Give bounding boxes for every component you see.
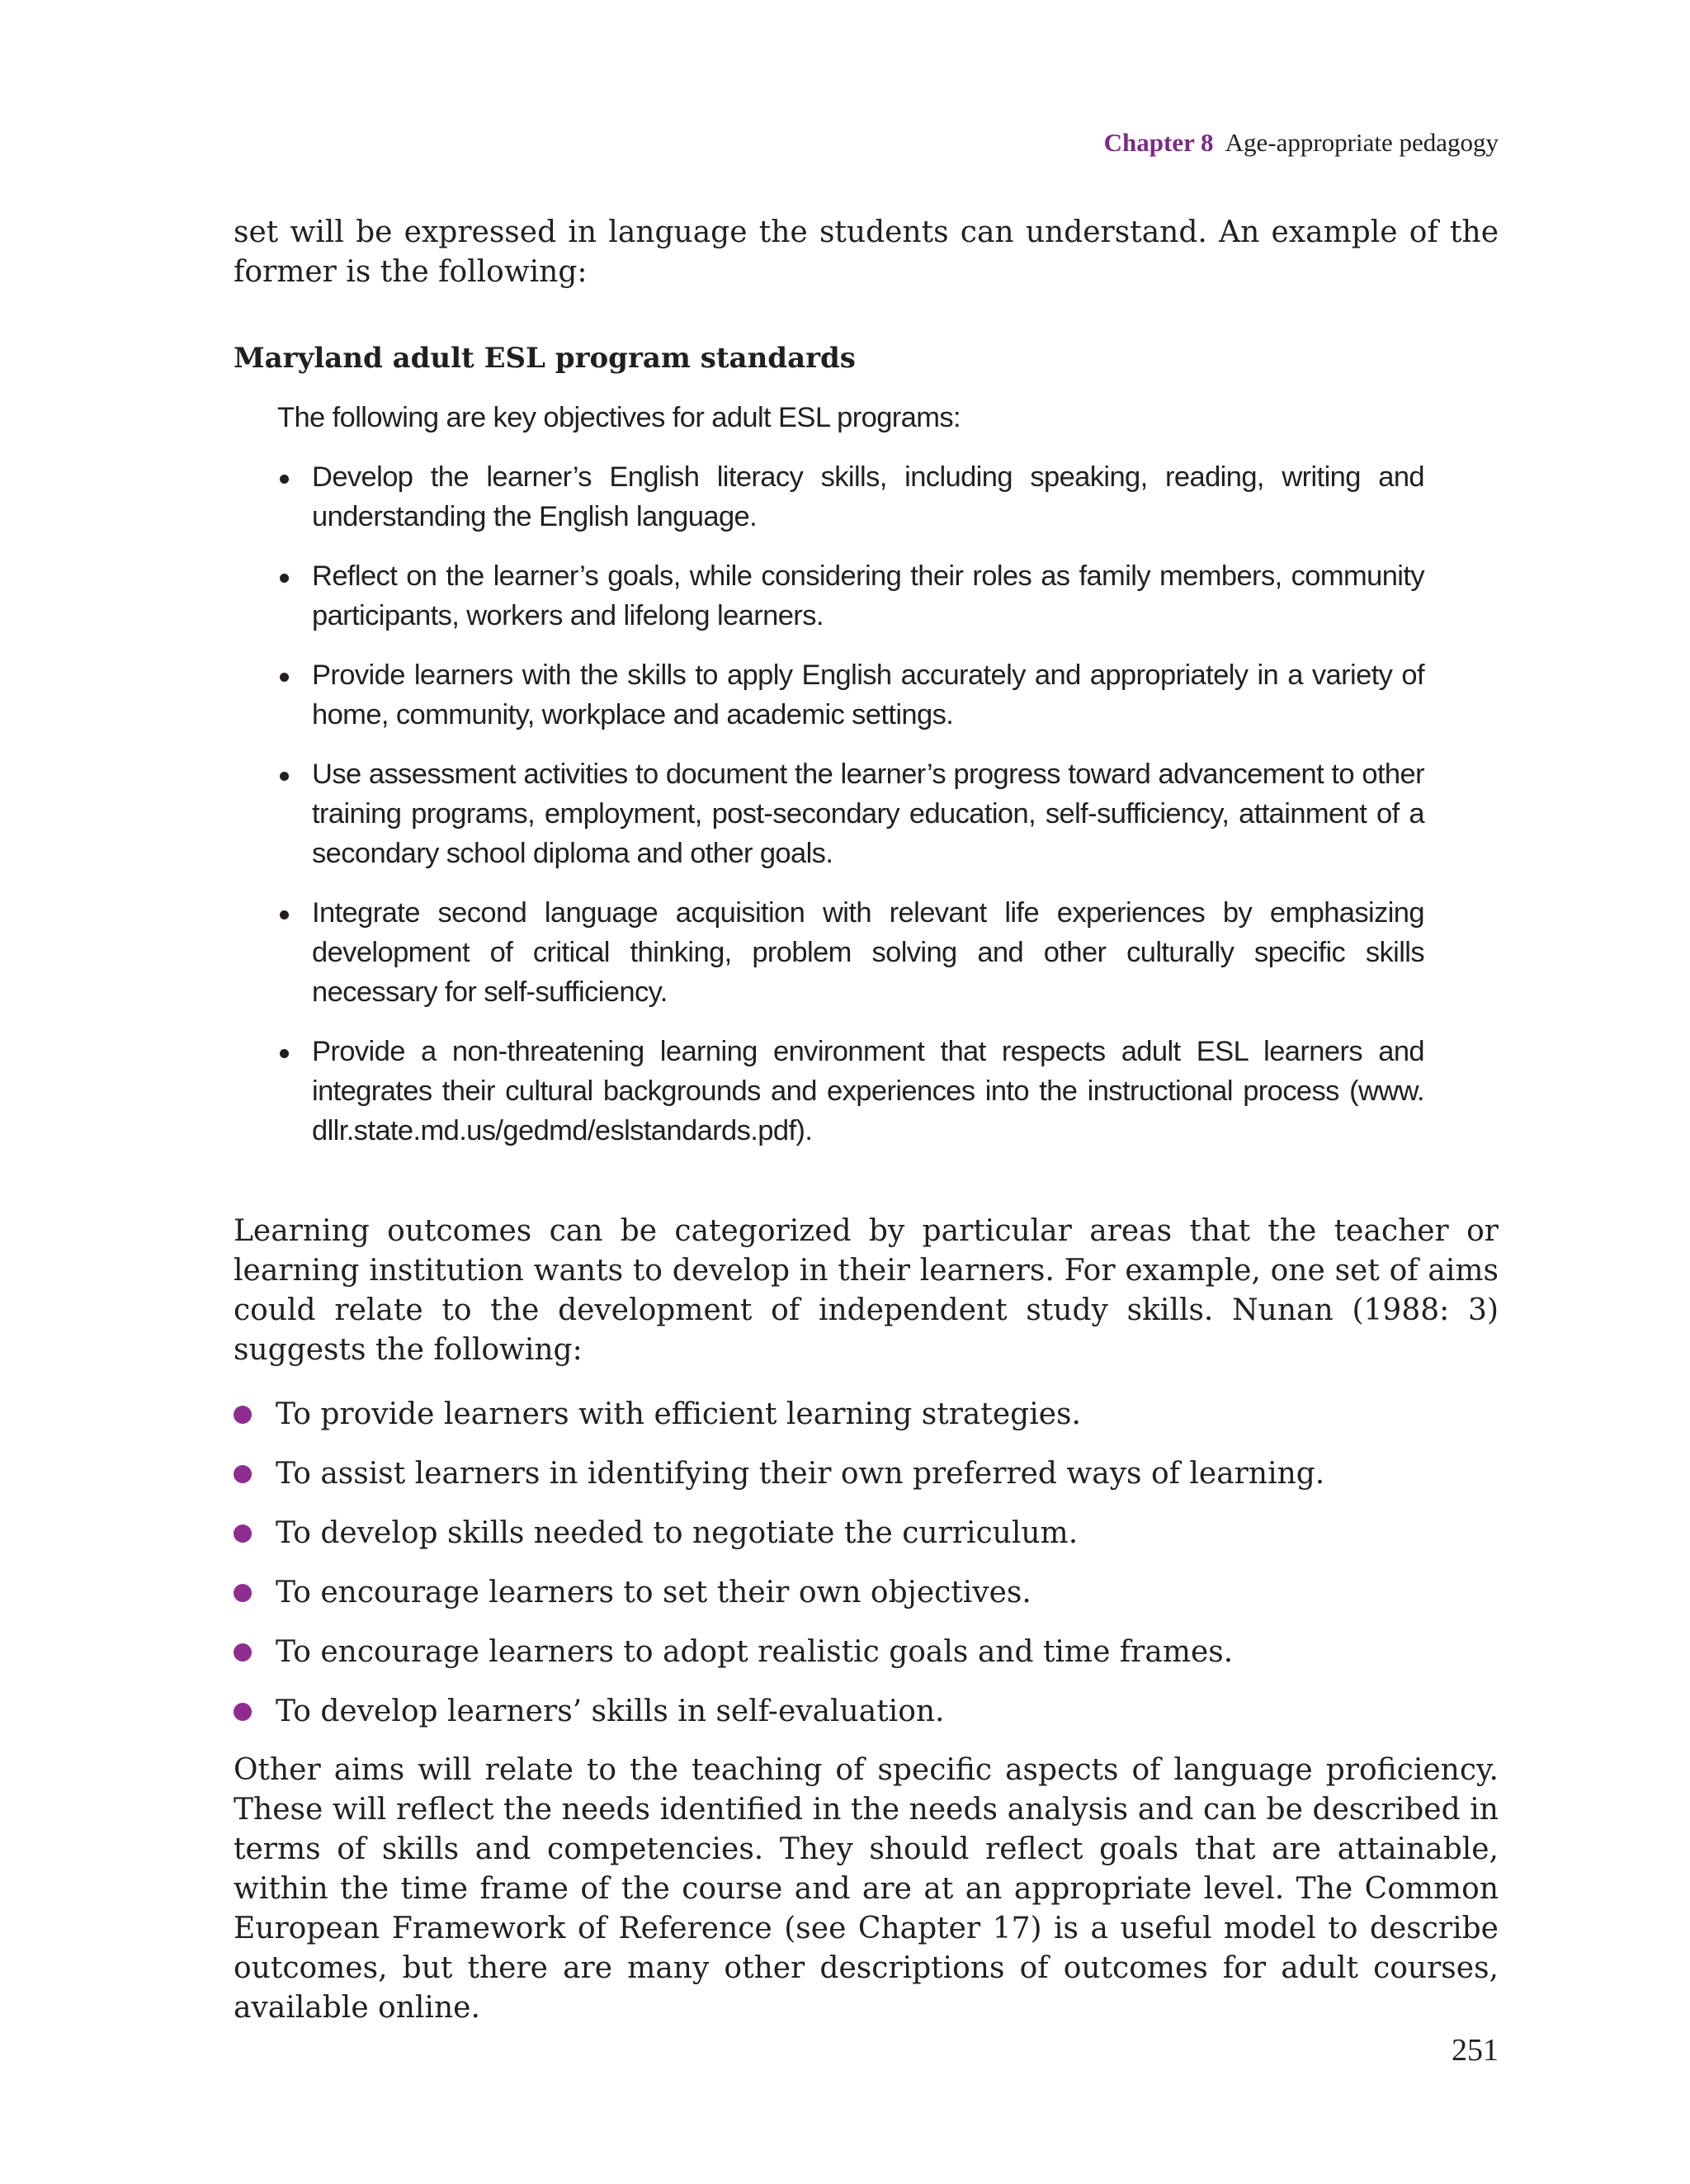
purple-bullet-icon	[234, 1643, 252, 1662]
aim-list-item	[234, 1454, 1499, 1494]
intro-paragraph: set will be expressed in language the students can understand. An example of the former is the following:	[234, 215, 1499, 289]
outcomes-paragraph: Learning outcomes can be categorized by particular areas that the teacher or learning institution wants to develop in their learners. For example, one set of aims could relate to the development of independent study skills. Nunan (1988: 3) suggests the following:	[234, 1214, 1499, 1367]
extract-intro: The following are key objectives for adult ESL programs:	[277, 402, 961, 433]
extract-objectives-list	[277, 457, 1424, 1170]
aim-text: To encourage learners to adopt realistic goals and time frames.	[276, 1635, 1234, 1669]
page-number: 251	[1452, 2033, 1499, 2068]
aim-list-item	[234, 1573, 1499, 1613]
aim-text: To develop skills needed to negotiate the curriculum.	[276, 1516, 1079, 1550]
extract-item-text: Develop the learner’s English literacy skills, including speaking, reading, writing and understanding the English language.	[312, 461, 1424, 532]
bullet-icon	[280, 673, 289, 682]
chapter-label: Chapter 8	[1103, 128, 1214, 157]
purple-bullet-icon	[234, 1525, 252, 1543]
aim-list-item	[234, 1633, 1499, 1672]
bullet-icon	[280, 910, 289, 919]
extract-list-item	[277, 1032, 1424, 1151]
purple-bullet-icon	[234, 1465, 252, 1483]
extract-list-item	[277, 893, 1424, 1012]
extract-list-item	[277, 655, 1424, 735]
extract-item-text: Provide learners with the skills to apply English accurately and appropriately in a variety of home, community, workplace and academic settings.	[312, 659, 1424, 730]
aim-text: To assist learners in identifying their own preferred ways of learning.	[276, 1457, 1325, 1491]
purple-bullet-icon	[234, 1584, 252, 1602]
extract-list-item	[277, 556, 1424, 636]
purple-bullet-icon	[234, 1703, 252, 1721]
bullet-icon	[280, 574, 289, 583]
running-head	[1104, 128, 1499, 158]
extract-item-text: Provide a non-threatening learning environment that respects adult ESL learners and integrates their cultural backgrounds and experiences into the instructional process (www. dllr.state.md.us/gedmd/eslstandards.pdf).	[312, 1036, 1424, 1146]
aim-list-item	[234, 1395, 1499, 1435]
extract-item-text: Integrate second language acquisition with relevant life experiences by emphasizing development of critical thinking, problem solving and other culturally specific skills necessary for self-sufficiency.	[312, 897, 1424, 1008]
chapter-title: Age-appropriate pedagogy	[1225, 128, 1499, 157]
extract-list-item	[277, 457, 1424, 537]
aim-list-item	[234, 1514, 1499, 1553]
extract-list-item	[277, 754, 1424, 873]
aim-list-item	[234, 1692, 1499, 1732]
aims-list	[234, 1395, 1499, 1751]
bullet-icon	[280, 475, 289, 484]
bullet-icon	[280, 772, 289, 781]
aim-text: To encourage learners to set their own objectives.	[276, 1576, 1031, 1610]
aim-text: To provide learners with efficient learning strategies.	[276, 1397, 1081, 1431]
bullet-icon	[280, 1049, 289, 1058]
extract-item-text: Use assessment activities to document the learner’s progress toward advancement to other training programs, employment, post-secondary education, self-sufficiency, attainment of a secondary school diploma and other goals.	[312, 759, 1424, 869]
extract-item-text: Reflect on the learner’s goals, while considering their roles as family members, community participants, workers and lifelong learners.	[312, 560, 1424, 631]
purple-bullet-icon	[234, 1406, 252, 1424]
aim-text: To develop learners’ skills in self-evaluation.	[276, 1695, 945, 1728]
extract-heading: Maryland adult ESL program standards	[234, 342, 856, 375]
other-aims-paragraph: Other aims will relate to the teaching of specific aspects of language proficiency. These will reflect the needs identified in the needs analysis and can be described in terms of skills and competencies. They should reflect goals that are attainable, within the time frame of the course and are at an appropriate level. The Common European Framework of Reference (see Chapter 17) is a useful model to describe outcomes, but there are many other descriptions of outcomes for adult courses, available online.	[234, 1753, 1499, 2025]
